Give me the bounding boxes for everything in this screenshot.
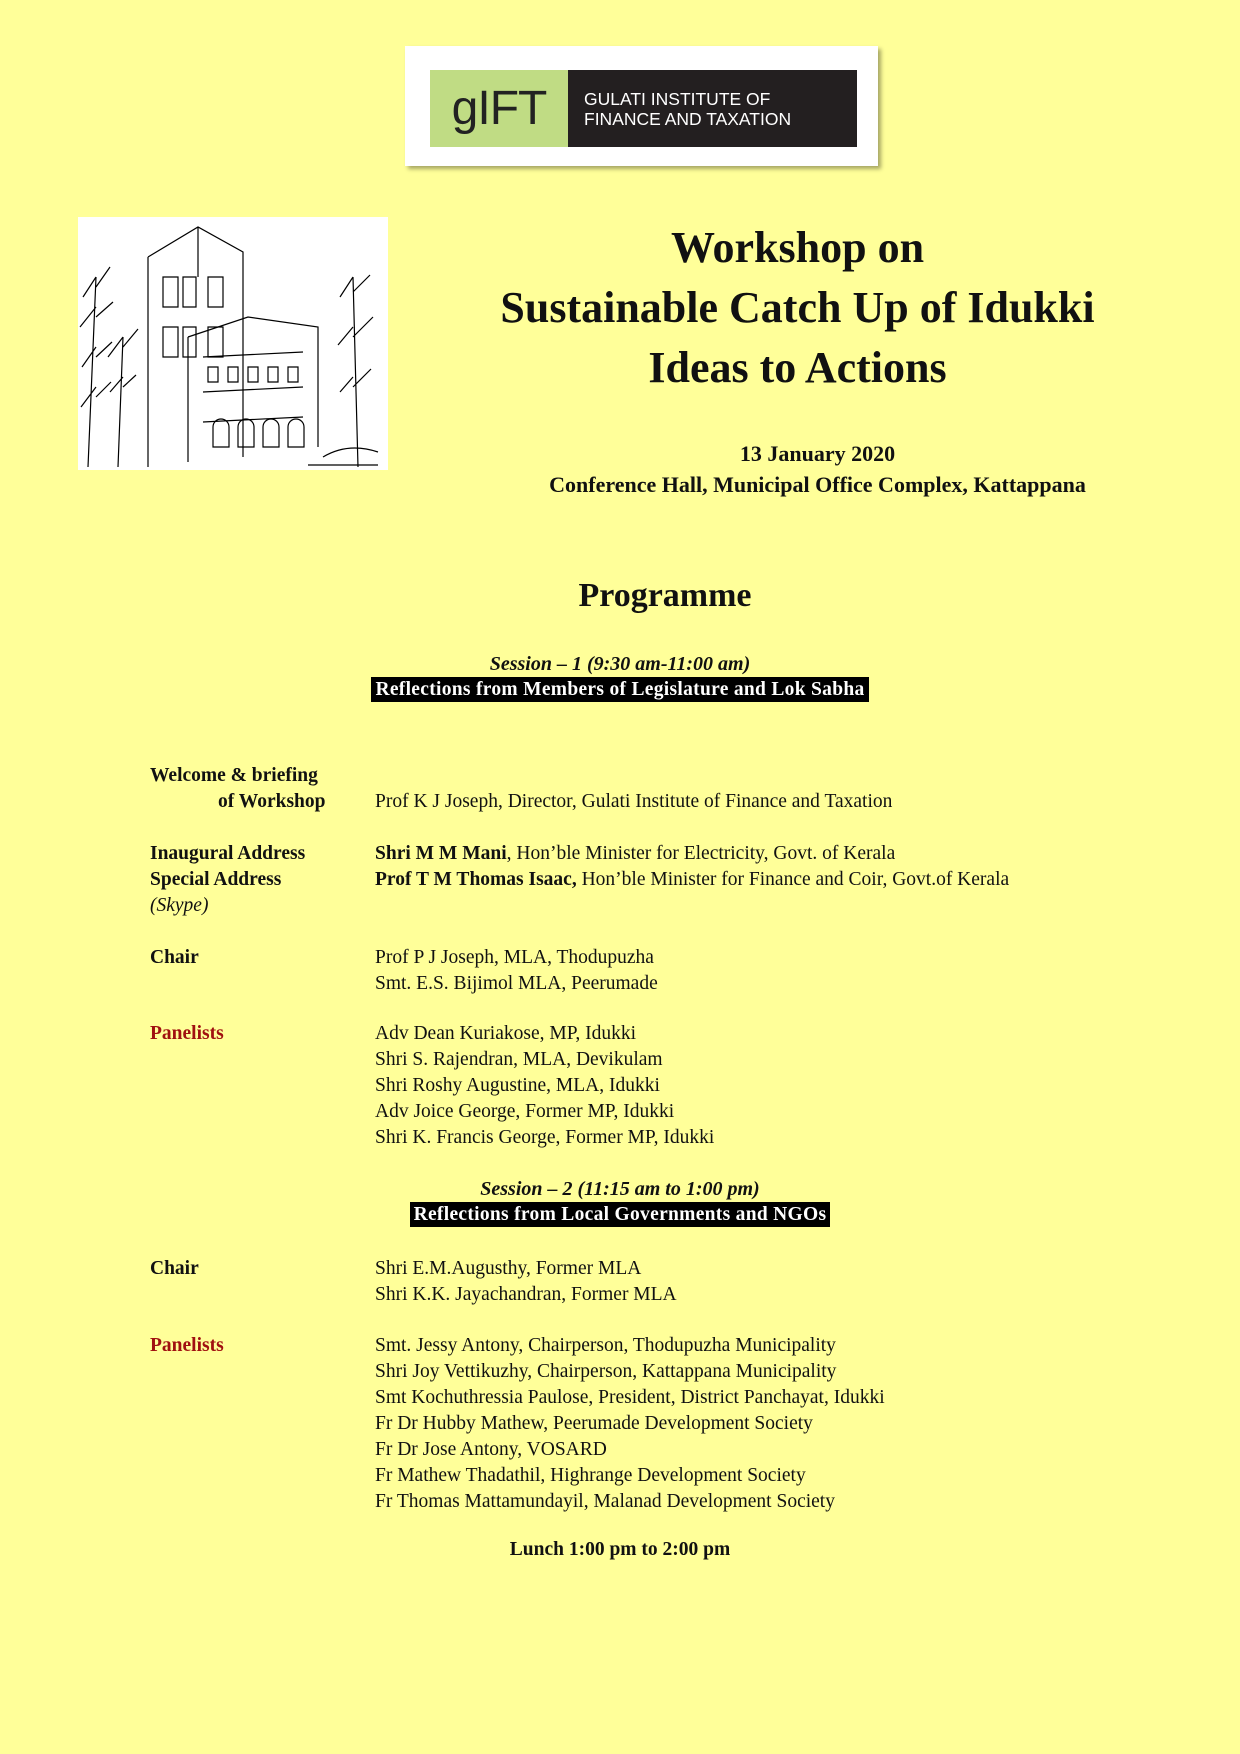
event-details: [440, 438, 1195, 500]
inaugural-speaker-name: Shri M M Mani: [375, 843, 507, 864]
panelist-item: Fr Mathew Thadathil, Highrange Development Society: [375, 1465, 806, 1486]
session-2-panelist-list: [375, 1333, 885, 1515]
event-date: 13 January 2020: [739, 441, 896, 466]
session-1-chair-list: [375, 945, 658, 997]
session-2-chair-label: Chair: [150, 1258, 199, 1279]
session-1-banner: Reflections from Members of Legislature and Lok Sabha: [371, 677, 868, 702]
logo-mark: gIFT: [430, 70, 568, 147]
inaugural-speaker-role: , Hon’ble Minister for Electricity, Govt. of Kerala: [506, 843, 896, 864]
special-speaker-name: Prof T M Thomas Isaac,: [375, 869, 577, 890]
panelist-item: Shri K. Francis George, Former MP, Idukki: [375, 1127, 715, 1148]
session-1-chair-label: Chair: [150, 947, 199, 968]
welcome-speaker: Prof K J Joseph, Director, Gulati Institute of Finance and Taxation: [375, 791, 893, 812]
panelist-item: Smt Kochuthressia Paulose, President, District Panchayat, Idukki: [375, 1387, 885, 1408]
session-2-chair-list: [375, 1256, 677, 1308]
title-line-3: Ideas to Actions: [648, 343, 947, 392]
panelist-item: Shri Joy Vettikuzhy, Chairperson, Kattappana Municipality: [375, 1361, 837, 1382]
special-speaker-role: Hon’ble Minister for Finance and Coir, Govt.of Kerala: [576, 869, 1010, 890]
session-1-panelists-label: Panelists: [150, 1023, 224, 1044]
panelist-item: Fr Dr Hubby Mathew, Peerumade Development Society: [375, 1413, 813, 1434]
building-sketch-icon: [78, 217, 388, 470]
logo-name: [568, 70, 857, 147]
session-1-title: Session – 1 (9:30 am-11:00 am): [489, 653, 751, 675]
title-line-1: Workshop on: [670, 223, 925, 272]
session-2-banner: Reflections from Local Governments and NGOs: [410, 1202, 831, 1227]
programme-heading: Programme: [578, 577, 752, 614]
panelist-item: Shri Roshy Augustine, MLA, Idukki: [375, 1075, 660, 1096]
welcome-label-line1: Welcome & briefing: [150, 765, 318, 786]
welcome-label-line2: of Workshop: [218, 791, 326, 812]
chair-item: Prof P J Joseph, MLA, Thodupuzha: [375, 947, 654, 968]
chair-item: Smt. E.S. Bijimol MLA, Peerumade: [375, 973, 658, 994]
special-address-note: (Skype): [150, 895, 209, 916]
logo-name-line1: GULATI INSTITUTE OF: [584, 88, 771, 109]
session-2-title: Session – 2 (11:15 am to 1:00 pm): [480, 1178, 760, 1200]
title-line-2: Sustainable Catch Up of Idukki: [500, 283, 1095, 332]
session-2-panelists-label: Panelists: [150, 1335, 224, 1356]
panelist-item: Smt. Jessy Antony, Chairperson, Thodupuzha Municipality: [375, 1335, 836, 1356]
inaugural-speaker: [375, 841, 895, 867]
chair-item: Shri E.M.Augusthy, Former MLA: [375, 1258, 642, 1279]
chair-item: Shri K.K. Jayachandran, Former MLA: [375, 1284, 677, 1305]
event-venue: Conference Hall, Municipal Office Complex, Kattappana: [549, 472, 1086, 497]
institute-logo: [405, 46, 878, 166]
inaugural-label: Inaugural Address: [150, 843, 306, 864]
panelist-item: Fr Thomas Mattamundayil, Malanad Development Society: [375, 1491, 835, 1512]
logo-name-line2: FINANCE AND TAXATION: [584, 108, 792, 129]
panelist-item: Adv Dean Kuriakose, MP, Idukki: [375, 1023, 637, 1044]
session-1-header: [0, 651, 1240, 702]
panelist-item: Adv Joice George, Former MP, Idukki: [375, 1101, 675, 1122]
workshop-title: [400, 218, 1195, 398]
special-address-speaker: [375, 867, 1009, 893]
session-2-header: [0, 1176, 1240, 1227]
building-sketch-image: [78, 217, 388, 470]
panelist-item: Fr Dr Jose Antony, VOSARD: [375, 1439, 607, 1460]
lunch-break: Lunch 1:00 pm to 2:00 pm: [509, 1539, 731, 1560]
session-1-panelist-list: [375, 1021, 714, 1151]
panelist-item: Shri S. Rajendran, MLA, Devikulam: [375, 1049, 663, 1070]
special-address-label: Special Address: [150, 869, 282, 890]
